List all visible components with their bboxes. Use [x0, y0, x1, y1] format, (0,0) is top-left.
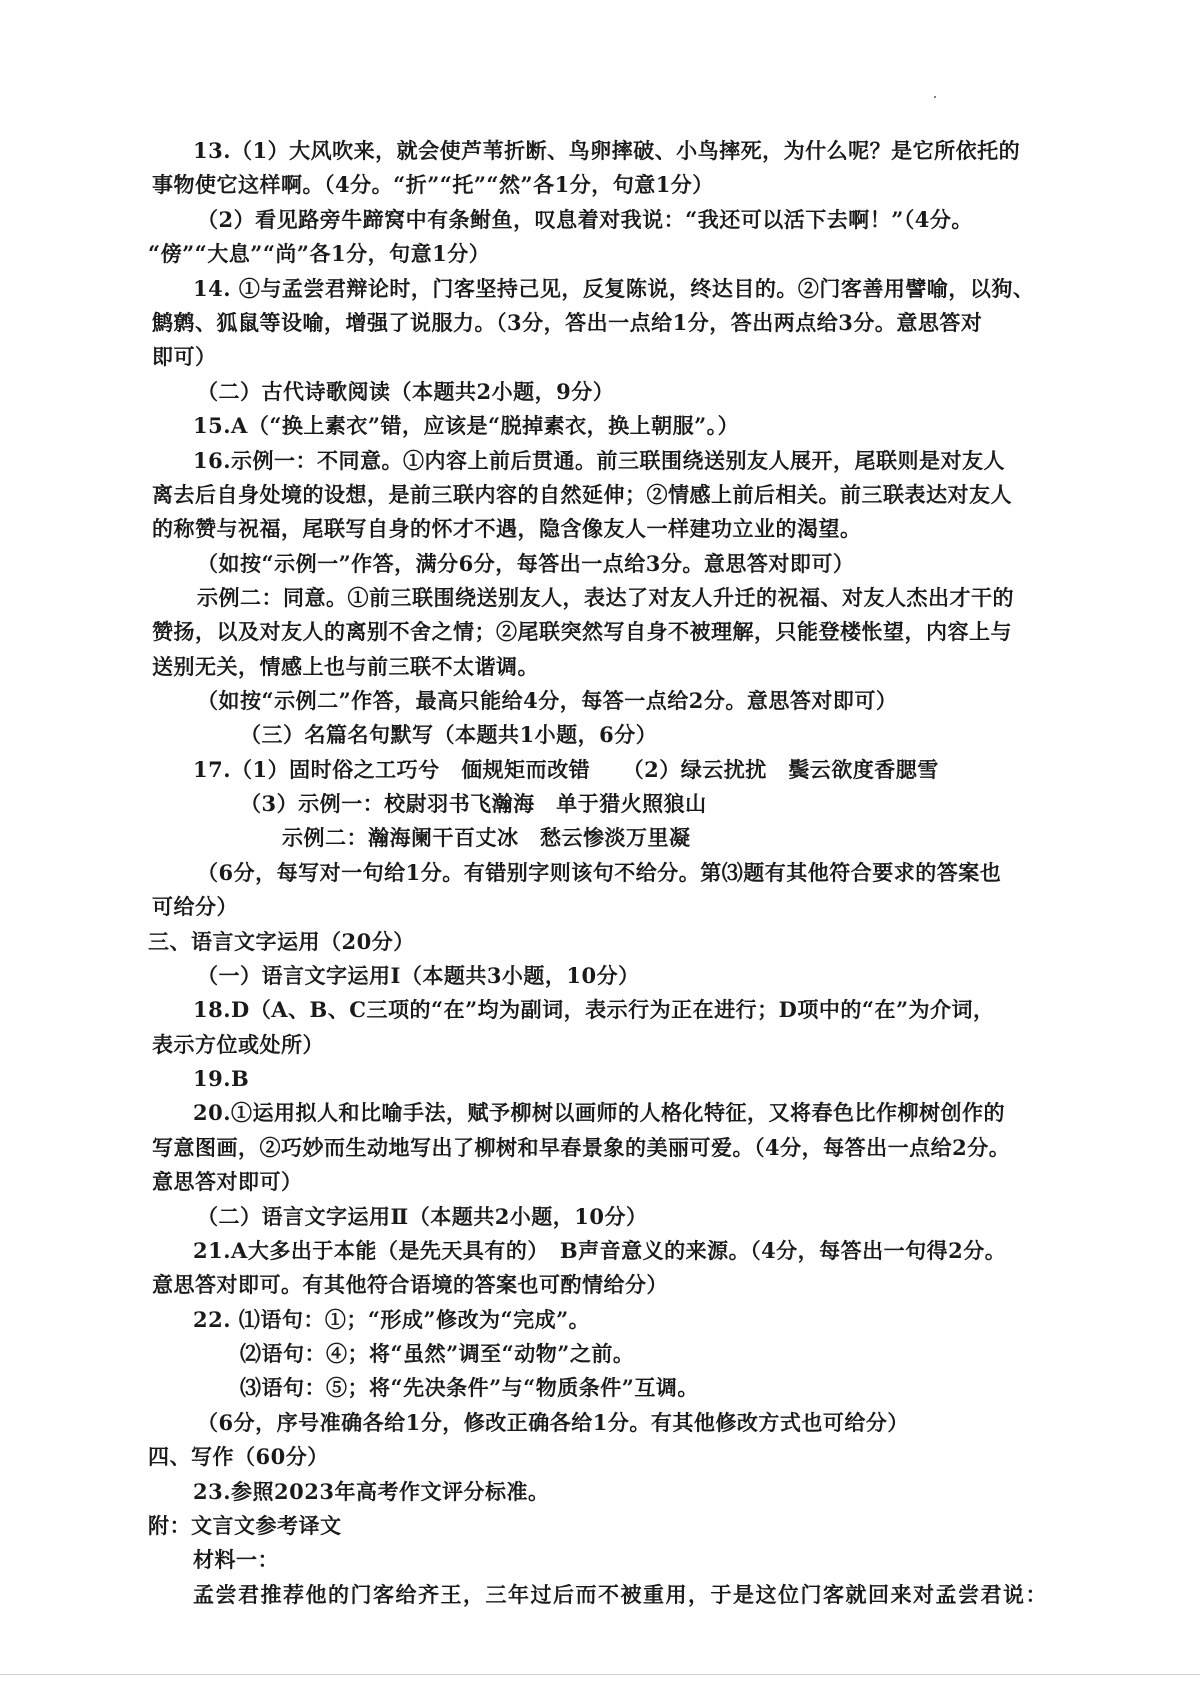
translation-line-1: 孟尝君推荐他的门客给齐王，三年过后而不被重用，于是这位门客就回来对孟尝君说： [193, 1583, 1048, 1607]
q14-line-c: 即可） [152, 344, 217, 369]
section-famous-lines: （三）名篇名句默写（本题共1小题，6分） [240, 722, 658, 747]
q17-line-a: 17.（1）固时俗之工巧兮 偭规矩而改错 （2）绿云扰扰 鬓云欲度香腮雪 [193, 757, 939, 782]
scan-speck [934, 96, 936, 98]
q16-line-a: 16.示例一：不同意。①内容上前后贯通。前三联围绕送别友人展开，尾联则是对友人 [193, 448, 1006, 473]
page-bottom-edge [0, 1674, 1200, 1675]
q13-1-line-b: 事物使它这样啊。（4分。“折”“托”“然”各1分，句意1分） [152, 172, 714, 197]
q13-2-line-a: （2）看见路旁牛蹄窝中有条鲋鱼，叹息着对我说：“我还可以活下去啊！”（4分。 [197, 207, 973, 232]
q18-line-a: 18.D（A、B、C三项的“在”均为副词，表示行为正在进行；D项中的“在”为介词， [193, 997, 995, 1022]
q15-line: 15.A（“换上素衣”错，应该是“脱掉素衣，换上朝服”。） [193, 413, 740, 438]
material-one-label: 材料一： [193, 1547, 279, 1572]
q13-2-line-b: “傍”“大息”“尚”各1分，句意1分） [148, 241, 491, 266]
q23-line: 23.参照2023年高考作文评分标准。 [193, 1479, 550, 1504]
q16-line-b: 离去后自身处境的设想，是前三联内容的自然延伸；②情感上前后相关。前三联表达对友人 [152, 482, 1012, 507]
q17-line-e: 可给分） [152, 894, 238, 919]
q13-1-line-a: 13.（1）大风吹来，就会使芦苇折断、鸟卵摔破、小鸟摔死，为什么呢？是它所依托的 [193, 138, 1021, 163]
q18-line-b: 表示方位或处所） [152, 1032, 324, 1057]
q17-line-d: （6分，每写对一句给1分。有错别字则该句不给分。第⑶题有其他符合要求的答案也 [197, 860, 1002, 885]
q22-line-a: 22. ⑴语句：①；“形成”修改为“完成”。 [193, 1307, 591, 1332]
section-language-use-1: （一）语言文字运用Ⅰ（本题共3小题，10分） [197, 963, 640, 988]
q19-line: 19.B [193, 1066, 250, 1091]
q16-line-e: 示例二：同意。①前三联围绕送别友人，表达了对友人升迁的祝福、对友人杰出才干的 [197, 585, 1014, 610]
q16-line-c: 的称赞与祝福，尾联写自身的怀才不遇，隐含像友人一样建功立业的渴望。 [152, 516, 862, 541]
part-three-heading: 三、语言文字运用（20分） [148, 929, 415, 954]
q20-line-c: 意思答对即可） [152, 1169, 303, 1194]
q16-line-g: 送别无关，情感上也与前三联不太谐调。 [152, 654, 539, 679]
q17-line-b: （3）示例一：校尉羽书飞瀚海 单于猎火照狼山 [240, 791, 707, 816]
appendix-heading: 附：文言文参考译文 [148, 1513, 342, 1538]
q17-line-c: 示例二：瀚海阑干百丈冰 愁云惨淡万里凝 [282, 825, 691, 850]
q20-line-a: 20.①运用拟人和比喻手法，赋予柳树以画师的人格化特征，又将春色比作柳树创作的 [193, 1100, 1006, 1125]
q16-line-d: （如按“示例一”作答，满分6分，每答出一点给3分。意思答对即可） [197, 551, 855, 576]
q16-line-h: （如按“示例二”作答，最高只能给4分，每答一点给2分。意思答对即可） [197, 688, 898, 713]
q14-line-b: 鹪鹩、狐鼠等设喻，增强了说服力。（3分，答出一点给1分，答出两点给3分。意思答对 [152, 310, 983, 335]
q16-line-f: 赞扬，以及对友人的离别不舍之情；②尾联突然写自身不被理解，只能登楼怅望，内容上与 [152, 619, 1012, 644]
q22-line-c: ⑶语句：⑤；将“先决条件”与“物质条件”互调。 [240, 1375, 699, 1400]
q20-line-b: 写意图画，②巧妙而生动地写出了柳树和早春景象的美丽可爱。（4分，每答出一点给2分。 [152, 1135, 1011, 1160]
q21-line-a: 21.A大多出于本能（是先天具有的） B声音意义的来源。（4分，每答出一句得2分。 [193, 1238, 1007, 1263]
q22-line-d: （6分，序号准确各给1分，修改正确各给1分。有其他修改方式也可给分） [197, 1410, 909, 1435]
q14-line-a: 14. ①与孟尝君辩论时，门客坚持己见，反复陈说，终达目的。②门客善用譬喻，以狗、 [193, 276, 1035, 301]
section-language-use-2: （二）语言文字运用Ⅱ（本题共2小题，10分） [197, 1204, 648, 1229]
part-four-heading: 四、写作（60分） [148, 1444, 329, 1469]
q22-line-b: ⑵语句：④；将“虽然”调至“动物”之前。 [240, 1341, 635, 1366]
q21-line-b: 意思答对即可。有其他符合语境的答案也可酌情给分） [152, 1272, 668, 1297]
section-ancient-poetry: （二）古代诗歌阅读（本题共2小题，9分） [197, 379, 615, 404]
